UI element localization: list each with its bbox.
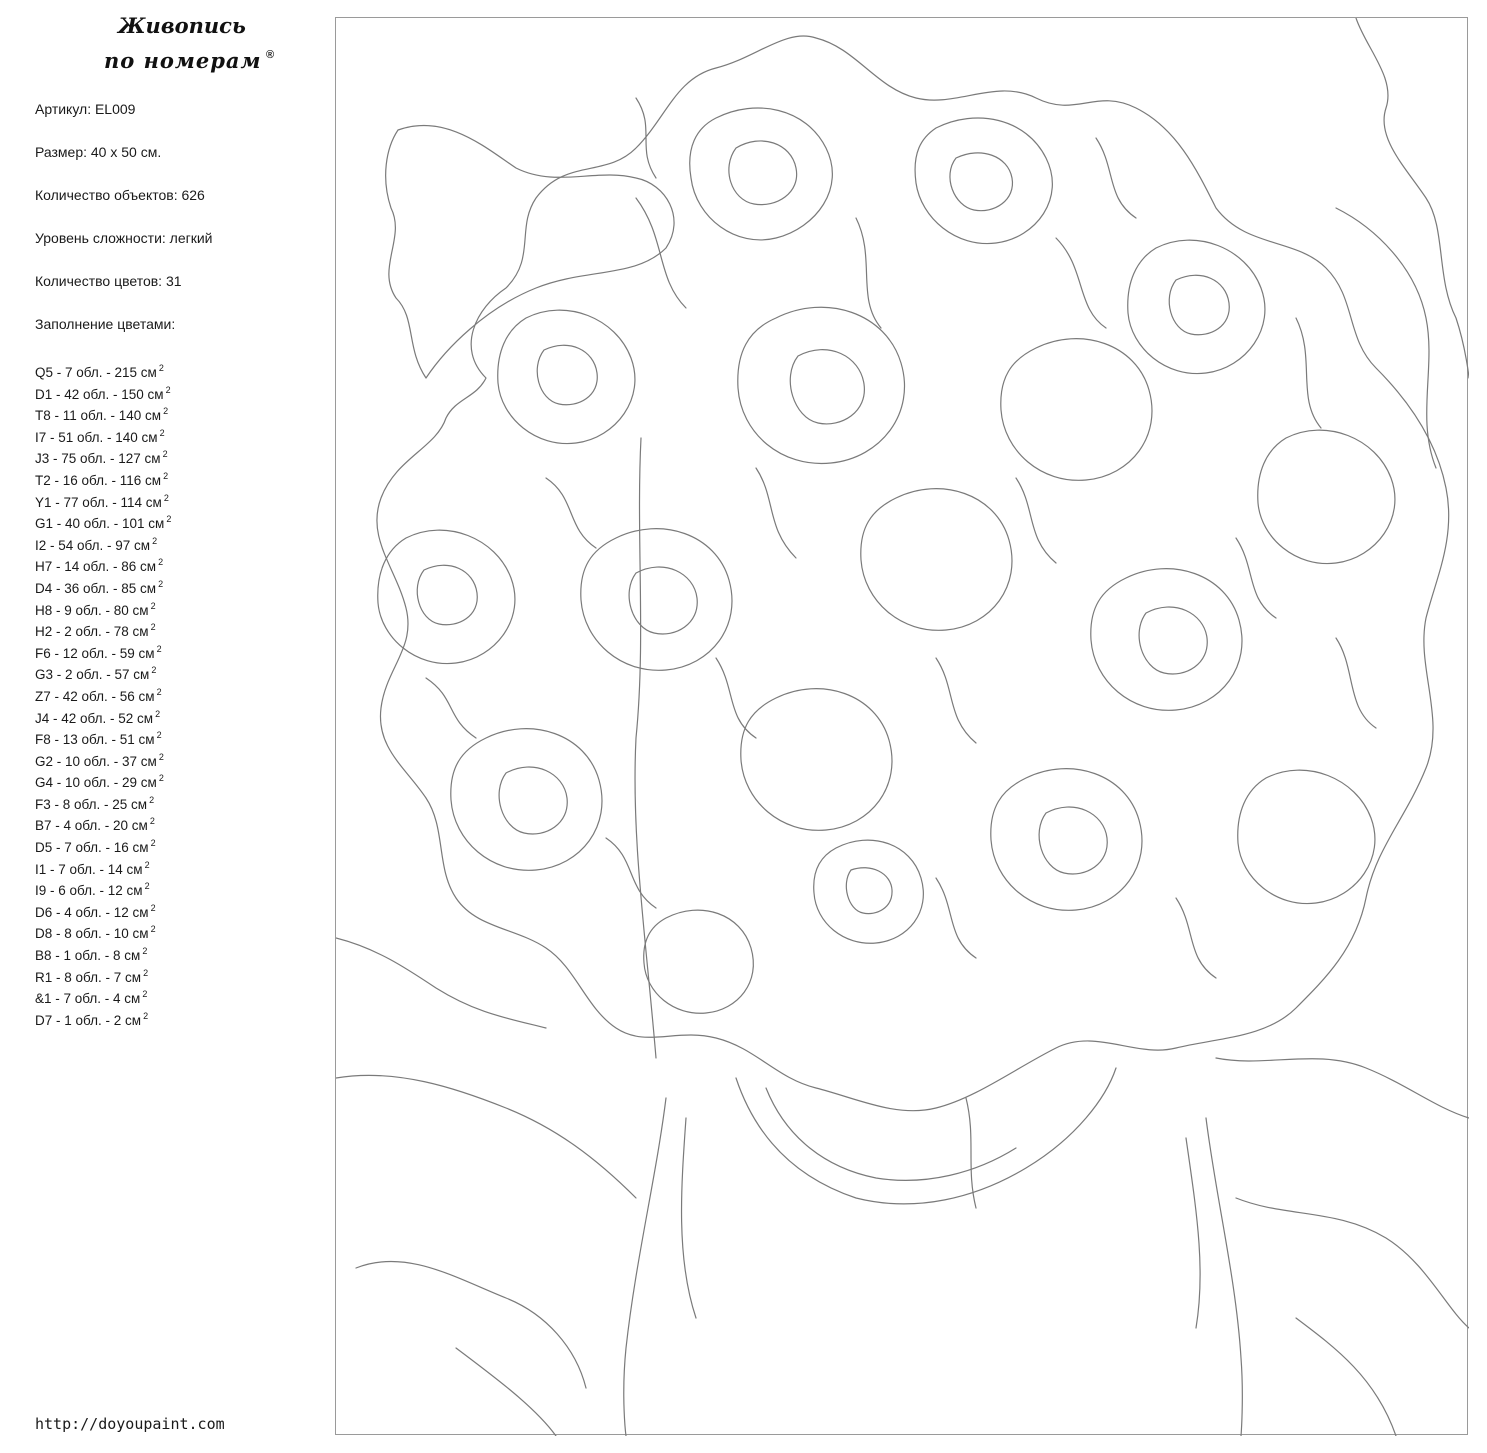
website-link[interactable]: http://doyoupaint.com <box>35 1415 225 1433</box>
petal-detail-10 <box>716 658 756 738</box>
flower-head-3-inner <box>1169 275 1229 334</box>
petal-detail-3 <box>1056 238 1106 328</box>
color-fill-item <box>35 963 171 985</box>
bg-leaf-lower-left <box>356 1261 586 1388</box>
square-unit-superscript: 2 <box>149 794 155 805</box>
color-fill-text: &1 - 7 обл. - 4 см <box>35 991 141 1007</box>
flower-head-9 <box>861 489 1012 631</box>
flower-head-8 <box>581 529 732 671</box>
color-fill-item <box>35 574 171 596</box>
color-fill-text: I9 - 6 обл. - 12 см <box>35 883 143 899</box>
square-unit-superscript: 2 <box>152 535 158 546</box>
square-unit-superscript: 2 <box>142 946 148 957</box>
color-fill-item <box>35 660 171 682</box>
color-fill-text: F8 - 13 обл. - 51 см <box>35 732 155 748</box>
petal-detail-9 <box>426 678 476 738</box>
petal-detail-16 <box>636 98 656 178</box>
square-unit-superscript: 2 <box>156 730 162 741</box>
petal-detail-11 <box>936 658 976 743</box>
square-unit-superscript: 2 <box>163 470 169 481</box>
color-fill-item <box>35 488 171 510</box>
square-unit-superscript: 2 <box>156 643 162 654</box>
color-fill-text: G4 - 10 обл. - 29 см <box>35 775 157 791</box>
color-fill-text: I2 - 54 обл. - 97 см <box>35 537 151 553</box>
square-unit-superscript: 2 <box>150 902 156 913</box>
color-fill-text: Z7 - 42 обл. - 56 см <box>35 688 155 704</box>
square-unit-superscript: 2 <box>150 924 156 935</box>
flower-head-7 <box>378 530 515 663</box>
legend-sidebar <box>0 0 330 1453</box>
flower-outline-drawing <box>336 18 1469 1436</box>
square-unit-superscript: 2 <box>150 838 156 849</box>
brand-logo <box>60 10 300 80</box>
flower-head-17 <box>644 910 754 1013</box>
color-fill-text: B8 - 1 обл. - 8 см <box>35 948 141 964</box>
size-label: Размер: 40 x 50 см. <box>35 144 162 160</box>
vase-outline <box>736 1068 1116 1204</box>
color-fill-item <box>35 358 171 380</box>
color-fill-text: T8 - 11 обл. - 140 см <box>35 408 162 424</box>
color-fill-item <box>35 855 171 877</box>
color-fill-text: H8 - 9 обл. - 80 см <box>35 602 149 618</box>
color-fill-item <box>35 704 171 726</box>
square-unit-superscript: 2 <box>158 578 164 589</box>
bouquet-outline <box>377 36 1449 1111</box>
flower-head-3 <box>1128 240 1265 373</box>
color-fill-list <box>35 358 171 1027</box>
color-fill-item <box>35 919 171 941</box>
square-unit-superscript: 2 <box>151 665 157 676</box>
square-unit-superscript: 2 <box>144 859 150 870</box>
article-label: Артикул: EL009 <box>35 101 136 117</box>
vase-body-left <box>624 1098 666 1436</box>
bg-leaf-left-bottom-2 <box>336 1075 636 1198</box>
square-unit-superscript: 2 <box>142 989 148 1000</box>
color-fill-item <box>35 552 171 574</box>
square-unit-superscript: 2 <box>144 881 150 892</box>
registered-mark-icon: ® <box>266 49 275 61</box>
square-unit-superscript: 2 <box>156 686 162 697</box>
square-unit-superscript: 2 <box>163 492 169 503</box>
flower-head-12-inner <box>499 767 567 834</box>
color-fill-item <box>35 617 171 639</box>
color-fill-text: F3 - 8 обл. - 25 см <box>35 796 148 812</box>
color-fill-text: G1 - 40 обл. - 101 см <box>35 516 165 532</box>
color-fill-text: D8 - 8 обл. - 10 см <box>35 926 149 942</box>
flower-head-14 <box>991 769 1142 911</box>
color-fill-item <box>35 768 171 790</box>
bg-leaf-right-bottom <box>1236 1198 1469 1328</box>
square-unit-superscript: 2 <box>155 708 161 719</box>
square-unit-superscript: 2 <box>150 622 156 633</box>
color-fill-text: D5 - 7 обл. - 16 см <box>35 840 149 856</box>
bg-leaf-top-left <box>386 125 674 378</box>
color-fill-item <box>35 811 171 833</box>
brand-title-line1: Живопись <box>118 13 246 38</box>
color-fill-text: Q5 - 7 обл. - 215 см <box>35 365 157 380</box>
flower-head-2-inner <box>950 153 1013 211</box>
square-unit-superscript: 2 <box>143 967 149 978</box>
color-fill-text: J4 - 42 обл. - 52 см <box>35 710 154 726</box>
flower-head-1 <box>690 108 833 240</box>
color-fill-item <box>35 876 171 898</box>
color-fill-item <box>35 639 171 661</box>
color-fill-text: D1 - 42 обл. - 150 см <box>35 386 164 402</box>
flower-head-8-inner <box>629 567 697 634</box>
color-fill-text: I7 - 51 обл. - 140 см <box>35 429 158 445</box>
bg-leaf-bottom-left-2 <box>456 1348 556 1436</box>
color-fill-item <box>35 941 171 963</box>
fill-heading: Заполнение цветами: <box>35 316 176 332</box>
flower-head-12 <box>451 729 602 871</box>
bg-leaf-lower-right <box>1216 1058 1469 1118</box>
square-unit-superscript: 2 <box>158 557 164 568</box>
color-fill-text: Y1 - 77 обл. - 114 см <box>35 494 162 510</box>
petal-detail-6 <box>756 468 796 558</box>
square-unit-superscript: 2 <box>158 773 164 784</box>
square-unit-superscript: 2 <box>158 751 164 762</box>
square-unit-superscript: 2 <box>166 514 172 525</box>
square-unit-superscript: 2 <box>163 406 169 417</box>
flower-head-6 <box>1001 339 1152 481</box>
color-fill-text: D4 - 36 обл. - 85 см <box>35 580 157 596</box>
petal-detail-12 <box>1336 638 1376 728</box>
flower-head-10-inner <box>1139 607 1207 674</box>
petal-detail-7 <box>1016 478 1056 563</box>
color-fill-item <box>35 682 171 704</box>
petal-detail-4 <box>1296 318 1321 428</box>
flower-head-5-inner <box>790 350 864 424</box>
color-fill-text: G3 - 2 обл. - 57 см <box>35 667 150 683</box>
petal-detail-5 <box>546 478 596 548</box>
square-unit-superscript: 2 <box>143 1010 149 1021</box>
color-fill-item <box>35 984 171 1006</box>
vase-body-right <box>1206 1118 1242 1436</box>
flower-head-16-inner <box>846 868 892 914</box>
color-fill-text: R1 - 8 обл. - 7 см <box>35 969 142 985</box>
flower-head-11 <box>1258 430 1395 563</box>
bg-leaf-top-right-2 <box>1336 208 1436 468</box>
objects-count-label: Количество объектов: 626 <box>35 187 205 203</box>
petal-detail-13 <box>606 838 656 908</box>
square-unit-superscript: 2 <box>159 427 165 438</box>
bg-leaf-left-bottom <box>336 938 546 1028</box>
vase-inner <box>766 1088 1016 1180</box>
color-fill-text: H7 - 14 обл. - 86 см <box>35 559 157 575</box>
square-unit-superscript: 2 <box>162 449 168 460</box>
vase-detail-right <box>1186 1138 1200 1328</box>
color-fill-item <box>35 747 171 769</box>
flower-head-1-inner <box>729 141 797 205</box>
square-unit-superscript: 2 <box>149 816 155 827</box>
color-fill-text: F6 - 12 обл. - 59 см <box>35 645 155 661</box>
color-fill-item <box>35 898 171 920</box>
color-fill-item <box>35 380 171 402</box>
flower-head-4 <box>498 310 635 443</box>
flower-head-7-inner <box>417 565 477 624</box>
color-fill-text: J3 - 75 обл. - 127 см <box>35 451 161 467</box>
color-fill-item <box>35 531 171 553</box>
petal-detail-2 <box>856 218 881 328</box>
color-fill-item <box>35 423 171 445</box>
flower-head-4-inner <box>537 345 597 404</box>
brand-title-line2: по номерам <box>104 48 262 73</box>
flower-head-5 <box>738 307 905 463</box>
flower-head-2 <box>915 118 1052 244</box>
color-fill-text: T2 - 16 обл. - 116 см <box>35 472 162 488</box>
color-fill-item <box>35 1006 171 1028</box>
petal-detail-14 <box>936 878 976 958</box>
color-fill-item <box>35 444 171 466</box>
petal-detail-17 <box>1096 138 1136 218</box>
color-fill-item <box>35 466 171 488</box>
color-fill-item <box>35 401 171 423</box>
color-fill-text: H2 - 2 обл. - 78 см <box>35 624 149 640</box>
color-fill-item <box>35 833 171 855</box>
flower-head-16 <box>814 840 924 943</box>
color-fill-text: B7 - 4 обл. - 20 см <box>35 818 148 834</box>
color-fill-text: G2 - 10 обл. - 37 см <box>35 753 157 769</box>
vase-detail-left <box>682 1118 696 1318</box>
color-fill-item <box>35 790 171 812</box>
bg-leaf-right-bottom-2 <box>1296 1318 1396 1436</box>
petal-detail-15 <box>1176 898 1216 978</box>
flower-head-15 <box>1238 770 1375 903</box>
color-fill-item <box>35 509 171 531</box>
petal-detail-8 <box>1236 538 1276 618</box>
color-fill-text: D7 - 1 обл. - 2 см <box>35 1012 142 1028</box>
color-fill-text: I1 - 7 обл. - 14 см <box>35 861 143 877</box>
color-fill-item <box>35 725 171 747</box>
color-fill-text: D6 - 4 обл. - 12 см <box>35 904 149 920</box>
bg-leaf-top-right <box>1356 18 1469 378</box>
square-unit-superscript: 2 <box>158 363 164 373</box>
flower-head-14-inner <box>1039 807 1107 874</box>
flower-head-13 <box>741 689 892 831</box>
square-unit-superscript: 2 <box>165 384 171 395</box>
colors-count-label: Количество цветов: 31 <box>35 273 182 289</box>
coloring-canvas <box>335 17 1468 1435</box>
square-unit-superscript: 2 <box>150 600 156 611</box>
color-fill-item <box>35 596 171 618</box>
difficulty-label: Уровень сложности: легкий <box>35 230 213 246</box>
flower-head-10 <box>1091 569 1242 711</box>
